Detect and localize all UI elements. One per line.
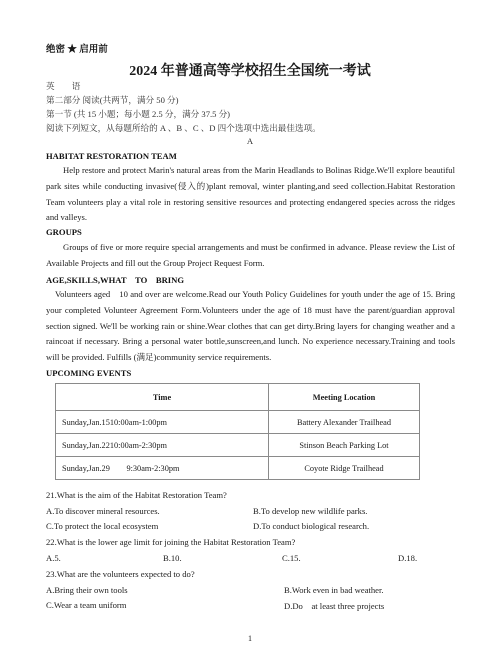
question-option: D.To conduct biological research. (253, 521, 370, 531)
table-header-row (56, 384, 420, 411)
question-option: B.Work even in bad weather. (284, 585, 384, 595)
event-location: Battery Alexander Trailhead (269, 411, 420, 434)
column-header-time: Time (56, 384, 269, 411)
question-option: C.15. (282, 553, 301, 563)
event-time: Sunday,Jan.2210:00am-2:30pm (56, 434, 269, 457)
paragraph-habitat: Help restore and protect Marin's natural areas from the Marin Headlands to Bolinas Ridge.We'll explore beautiful park sites while conducting invasive(侵入的)plant removal, winter planting,and seed collection.Habitat Restoration Team volunteers play a vital role in restoring sensitive resources and protecting endangered species across the ridges and valleys. (46, 165, 455, 223)
table-row (56, 457, 420, 480)
subject-label: 英 语 (46, 81, 81, 91)
section-heading-age-skills: AGE,SKILLS,WHAT TO BRING (46, 275, 185, 285)
question-stem: 22.What is the lower age limit for joining the Habitat Restoration Team? (46, 537, 296, 547)
event-time: Sunday,Jan.29 9:30am-2:30pm (56, 457, 269, 480)
question-option: B.10. (163, 553, 182, 563)
paragraph-groups: Groups of five or more require special arrangements and must be confirmed in advance. Please review the List of Available Projects and fill out the Group Project Request Form. (46, 242, 455, 268)
table-row (56, 411, 420, 434)
confidential-label: 绝密 ★ 启用前 (46, 45, 108, 55)
instructions: 阅读下列短文，从每题所给的 A 、B 、C 、D 四个选项中选出最佳选项。 (46, 123, 321, 133)
question-option: D.Do at least three projects (284, 601, 385, 611)
page-number: 1 (248, 634, 252, 643)
section-heading-habitat: HABITAT RESTORATION TEAM (46, 151, 177, 161)
part-label: 第二部分 阅读(共两节，满分 50 分) (46, 95, 179, 105)
section-heading-events: UPCOMING EVENTS (46, 368, 132, 378)
event-location: Coyote Ridge Trailhead (269, 457, 420, 480)
table-row (56, 434, 420, 457)
section-heading-groups: GROUPS (46, 227, 82, 237)
question-stem: 23.What are the volunteers expected to do? (46, 569, 195, 579)
event-time: Sunday,Jan.1510:00am-1:00pm (56, 411, 269, 434)
passage-letter: A (246, 136, 254, 146)
question-option: C.To protect the local ecosystem (46, 521, 159, 531)
question-option: B.To develop new wildlife parks. (253, 506, 368, 516)
question-option: C.Wear a team uniform (46, 600, 127, 610)
column-header-location: Meeting Location (269, 384, 420, 411)
section-label: 第一节 (共 15 小题；每小题 2.5 分，满分 37.5 分) (46, 109, 231, 119)
question-option: A.Bring their own tools (46, 585, 128, 595)
events-table (55, 383, 420, 480)
question-stem: 21.What is the aim of the Habitat Restoration Team? (46, 490, 227, 500)
event-location: Stinson Beach Parking Lot (269, 434, 420, 457)
exam-title: 2024 年普通高等学校招生全国统一考试 (129, 64, 371, 79)
paragraph-age-skills: Volunteers aged 10 and over are welcome.Read our Youth Policy Guidelines for youth under the age of 15. Bring your completed Volunteer Agreement Form.Volunteers under the age of 18 must have the parent/guardian approval section signed. We'll be working rain or shine.Wear clothes that can get dirty.Bring layers for changing weather and a raincoat if necessary. Bring a personal water bottle,sunscreen,and lunch. No experience necessary.Training and tools will be provided. Fulfills (满足)community service requirements. (46, 289, 455, 363)
question-option: A.5. (46, 553, 61, 563)
question-option: A.To discover mineral resources. (46, 506, 160, 516)
question-option: D.18. (398, 553, 418, 563)
